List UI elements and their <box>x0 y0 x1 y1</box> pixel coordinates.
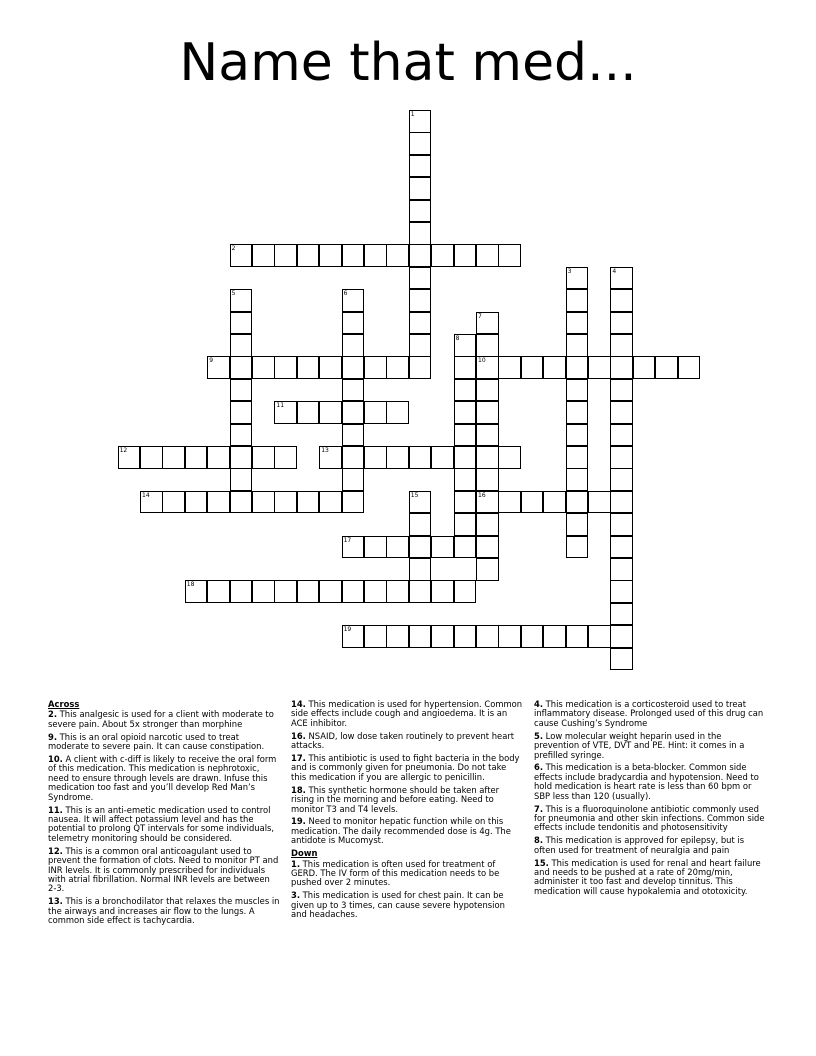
grid-cell[interactable] <box>342 491 365 514</box>
grid-cell[interactable] <box>409 110 432 133</box>
clues-column-3 <box>534 700 766 900</box>
grid-cell[interactable] <box>297 580 320 603</box>
clue-number-label: 18 <box>186 581 195 589</box>
across-clue-9 <box>48 733 280 752</box>
clue-number-label: 13 <box>321 447 329 454</box>
grid-cell[interactable] <box>409 222 432 245</box>
grid-cell[interactable] <box>543 491 566 514</box>
grid-cell[interactable] <box>409 625 432 648</box>
clue-text: This medication is used for chest pain. It can be given up to 3 times, can cause severe hypotension and headaches. <box>291 890 505 920</box>
clue-text: This is a bronchodilator that relaxes the muscles in the airways and increases air flow to the lungs. A common side effect is tachycardia. <box>48 896 280 926</box>
grid-cell[interactable] <box>566 513 589 536</box>
grid-cell[interactable] <box>364 446 387 469</box>
clue-number: 9. <box>48 731 58 742</box>
clue-number-label: 7 <box>478 312 482 320</box>
grid-cell[interactable] <box>207 446 230 469</box>
clue-text: A client with c-diff is likely to receive the oral form of this medication. This medication is nephrotoxic, need to ensure through levels are drawn. Infuse this medication too fast and you’ll develop Red Man’s Syndrome. <box>48 754 277 802</box>
clue-number: 3. <box>291 890 301 901</box>
clue-text: This analgesic is used for a client with moderate to severe pain. About 5x stronger than morphine <box>48 709 274 729</box>
clue-number-label: 17 <box>343 536 352 544</box>
clue-number-label: 15 <box>410 491 419 499</box>
across-clue-11 <box>48 806 280 844</box>
grid-cell[interactable] <box>566 625 589 648</box>
down-clue-3 <box>291 891 523 919</box>
grid-cell[interactable] <box>364 625 387 648</box>
clue-number: 1. <box>291 858 301 869</box>
grid-cell[interactable] <box>364 536 387 559</box>
grid-cell[interactable] <box>566 267 589 290</box>
grid-cell[interactable] <box>342 379 365 402</box>
clue-number-label: 12 <box>119 447 128 454</box>
clue-number-label: 10 <box>478 357 486 365</box>
clues-column-2 <box>291 700 523 923</box>
grid-cell[interactable] <box>566 491 589 514</box>
clue-text: This medication is a corticosteroid used to treat inflammatory disease. Prolonged used of this drug can cause Cushing’s Syndrome <box>534 699 764 728</box>
clue-number-label: 8 <box>455 335 460 342</box>
grid-cell[interactable] <box>162 446 185 469</box>
down-clue-4 <box>534 700 766 728</box>
grid-cell[interactable] <box>610 401 633 424</box>
grid-cell[interactable] <box>431 536 454 559</box>
across-heading: Across <box>48 699 80 709</box>
grid-cell[interactable] <box>476 625 499 648</box>
grid-cell[interactable] <box>140 491 163 514</box>
grid-cell[interactable] <box>274 356 297 379</box>
grid-cell[interactable] <box>476 401 499 424</box>
grid-cell[interactable] <box>476 446 499 469</box>
grid-cell[interactable] <box>566 379 589 402</box>
grid-cell[interactable] <box>566 312 589 335</box>
grid-cell[interactable] <box>678 356 701 379</box>
clue-number: 5. <box>534 730 544 741</box>
grid-cell[interactable] <box>342 356 365 379</box>
grid-cell[interactable] <box>342 334 365 357</box>
grid-cell[interactable] <box>476 424 499 447</box>
across-clue-18 <box>291 786 523 814</box>
grid-cell[interactable] <box>566 446 589 469</box>
clue-number: 8. <box>534 835 544 846</box>
grid-cell[interactable] <box>207 356 230 379</box>
grid-cell[interactable] <box>252 580 275 603</box>
grid-cell[interactable] <box>454 244 477 267</box>
grid-cell[interactable] <box>610 356 633 379</box>
grid-cell[interactable] <box>543 625 566 648</box>
grid-cell[interactable] <box>207 580 230 603</box>
grid-cell[interactable] <box>364 580 387 603</box>
grid-cell[interactable] <box>230 312 253 335</box>
grid-cell[interactable] <box>454 513 477 536</box>
clue-number-label: 9 <box>209 357 214 365</box>
clue-number: 10. <box>48 754 63 765</box>
grid-cell[interactable] <box>566 289 589 312</box>
grid-cell[interactable] <box>230 580 253 603</box>
grid-cell[interactable] <box>319 244 342 267</box>
grid-cell[interactable] <box>342 244 365 267</box>
grid-cell[interactable] <box>342 424 365 447</box>
clue-number: 6. <box>534 762 544 773</box>
grid-cell[interactable] <box>588 491 611 514</box>
grid-cell[interactable] <box>409 155 432 178</box>
grid-cell[interactable] <box>297 244 320 267</box>
grid-cell[interactable] <box>342 289 365 312</box>
grid-cell[interactable] <box>454 424 477 447</box>
grid-cell[interactable] <box>386 401 409 424</box>
grid-cell[interactable] <box>386 625 409 648</box>
grid-cell[interactable] <box>454 491 477 514</box>
down-heading: Down <box>291 848 318 859</box>
grid-cell[interactable] <box>409 513 432 536</box>
grid-cell[interactable] <box>409 491 432 514</box>
grid-cell[interactable] <box>610 558 633 581</box>
clue-number: 7. <box>534 803 544 814</box>
grid-cell[interactable] <box>566 424 589 447</box>
grid-cell[interactable] <box>342 536 365 559</box>
clue-number: 19. <box>291 816 306 827</box>
grid-cell[interactable] <box>409 267 432 290</box>
grid-cell[interactable] <box>610 491 633 514</box>
grid-cell[interactable] <box>252 356 275 379</box>
grid-cell[interactable] <box>342 580 365 603</box>
grid-cell[interactable] <box>454 446 477 469</box>
grid-cell[interactable] <box>409 580 432 603</box>
grid-cell[interactable] <box>610 580 633 603</box>
grid-cell[interactable] <box>610 513 633 536</box>
grid-cell[interactable] <box>230 334 253 357</box>
clue-text: Low molecular weight heparin used in the prevention of VTE, DVT and PE. Hint: it comes in a prefilled syringe. <box>534 730 745 760</box>
grid-cell[interactable] <box>409 356 432 379</box>
grid-cell[interactable] <box>230 289 253 312</box>
grid-cell[interactable] <box>185 446 208 469</box>
clue-text: This medication is approved for epilepsy, but is often used for treatment of neuralgia and pain <box>534 835 745 855</box>
clue-number-label: 2 <box>231 245 236 253</box>
clue-number: 4. <box>534 699 544 709</box>
down-clue-8 <box>534 836 766 855</box>
grid-cell[interactable] <box>230 424 253 447</box>
grid-cell[interactable] <box>566 468 589 491</box>
grid-cell[interactable] <box>454 580 477 603</box>
clue-number: 13. <box>48 896 63 907</box>
clue-number-label: 19 <box>343 626 352 634</box>
grid-cell[interactable] <box>386 536 409 559</box>
clue-number: 2. <box>48 709 58 720</box>
grid-cell[interactable] <box>319 446 342 469</box>
grid-cell[interactable] <box>230 491 253 514</box>
across-clue-16 <box>291 732 523 751</box>
grid-cell[interactable] <box>297 356 320 379</box>
grid-cell[interactable] <box>610 446 633 469</box>
grid-cell[interactable] <box>454 401 477 424</box>
clue-number: 18. <box>291 784 306 795</box>
grid-cell[interactable] <box>610 379 633 402</box>
grid-cell[interactable] <box>454 625 477 648</box>
across-clue-10 <box>48 755 280 802</box>
grid-cell[interactable] <box>610 312 633 335</box>
grid-cell[interactable] <box>230 446 253 469</box>
clue-number: 17. <box>291 753 306 764</box>
clue-number: 12. <box>48 845 63 856</box>
grid-cell[interactable] <box>342 312 365 335</box>
grid-cell[interactable] <box>140 446 163 469</box>
grid-cell[interactable] <box>655 356 678 379</box>
grid-cell[interactable] <box>431 580 454 603</box>
grid-cell[interactable] <box>431 446 454 469</box>
across-clue-17 <box>291 754 523 782</box>
grid-cell[interactable] <box>230 468 253 491</box>
grid-cell[interactable] <box>476 558 499 581</box>
grid-cell[interactable] <box>252 446 275 469</box>
grid-cell[interactable] <box>274 401 297 424</box>
grid-cell[interactable] <box>633 356 656 379</box>
grid-cell[interactable] <box>162 491 185 514</box>
grid-cell[interactable] <box>342 401 365 424</box>
clue-text: This antibiotic is used to fight bacteria in the body and is commonly given for pneumonia. Do not take this medication if you are allergic to penicillin. <box>291 753 520 782</box>
grid-cell[interactable] <box>476 491 499 514</box>
clue-number-label: 1 <box>410 111 415 118</box>
grid-cell[interactable] <box>498 625 521 648</box>
grid-cell[interactable] <box>521 356 544 379</box>
clue-number-label: 16 <box>478 491 486 499</box>
clue-number: 16. <box>291 730 306 741</box>
grid-cell[interactable] <box>409 132 432 155</box>
grid-cell[interactable] <box>185 580 208 603</box>
grid-cell[interactable] <box>364 401 387 424</box>
grid-cell[interactable] <box>476 356 499 379</box>
clue-text: Need to monitor hepatic function while on this medication. The daily recommended dose is 4g. The antidote is Mucomyst. <box>291 816 511 846</box>
grid-cell[interactable] <box>521 625 544 648</box>
clue-text: This medication is used for hypertension. Common side effects include cough and angioedema. It is an ACE inhibitor. <box>291 699 523 728</box>
grid-cell[interactable] <box>454 536 477 559</box>
grid-cell[interactable] <box>476 513 499 536</box>
clue-text: This is an oral opioid narcotic used to treat moderate to severe pain. It can cause constipation. <box>48 731 265 752</box>
clue-text: This medication is used for renal and heart failure and needs to be pushed at a rate of 20mg/min, administer it too fast and develop tinnitus. This medication will cause hypokalemia and ototoxicity. <box>534 857 761 896</box>
grid-cell[interactable] <box>274 580 297 603</box>
grid-cell[interactable] <box>454 379 477 402</box>
grid-cell[interactable] <box>409 177 432 200</box>
grid-cell[interactable] <box>610 648 633 671</box>
grid-cell[interactable] <box>498 491 521 514</box>
grid-cell[interactable] <box>409 312 432 335</box>
grid-cell[interactable] <box>409 200 432 223</box>
grid-cell[interactable] <box>342 468 365 491</box>
grid-cell[interactable] <box>274 446 297 469</box>
grid-cell[interactable] <box>230 244 253 267</box>
clue-text: This medication is a beta-blocker. Common side effects include bradycardia and hypotension. Need to hold medication is heart rate is less than 60 bpm or SBP less than 120 (usually). <box>534 762 759 801</box>
grid-cell[interactable] <box>566 536 589 559</box>
grid-cell[interactable] <box>476 334 499 357</box>
grid-cell[interactable] <box>588 356 611 379</box>
clues-column-1 <box>48 700 280 929</box>
down-clue-6 <box>534 763 766 801</box>
grid-cell[interactable] <box>409 558 432 581</box>
grid-cell[interactable] <box>498 446 521 469</box>
clue-text: This medication is often used for treatment of GERD. The IV form of this medication needs to be pushed over 2 minutes. <box>291 858 500 888</box>
across-clue-19 <box>291 817 523 845</box>
clue-number-label: 14 <box>142 491 150 499</box>
grid-cell[interactable] <box>364 244 387 267</box>
clue-number: 11. <box>48 804 63 815</box>
down-clue-5 <box>534 732 766 760</box>
grid-cell[interactable] <box>431 244 454 267</box>
grid-cell[interactable] <box>319 580 342 603</box>
grid-cell[interactable] <box>610 603 633 626</box>
grid-cell[interactable] <box>610 267 633 290</box>
grid-cell[interactable] <box>409 536 432 559</box>
grid-cell[interactable] <box>274 244 297 267</box>
grid-cell[interactable] <box>476 244 499 267</box>
grid-cell[interactable] <box>409 446 432 469</box>
across-clue-12 <box>48 847 280 894</box>
grid-cell[interactable] <box>610 289 633 312</box>
grid-cell[interactable] <box>297 401 320 424</box>
grid-cell[interactable] <box>185 491 208 514</box>
clue-number: 14. <box>291 699 306 709</box>
clue-text: This is a common oral anticoagulant used to prevent the formation of clots. Need to monitor PT and INR levels. It is commonly prescribed for individuals with atrial fibrillation. Normal INR levels are between 2-3. <box>48 845 279 894</box>
grid-cell[interactable] <box>252 244 275 267</box>
clue-number-label: 5 <box>231 290 236 298</box>
clue-number-label: 11 <box>276 402 285 410</box>
across-clue-13 <box>48 897 280 925</box>
grid-cell[interactable] <box>364 356 387 379</box>
grid-cell[interactable] <box>230 379 253 402</box>
grid-cell[interactable] <box>454 334 477 357</box>
across-clue-2 <box>48 710 280 729</box>
grid-cell[interactable] <box>454 356 477 379</box>
grid-cell[interactable] <box>207 491 230 514</box>
grid-cell[interactable] <box>319 356 342 379</box>
grid-cell[interactable] <box>319 491 342 514</box>
grid-cell[interactable] <box>230 356 253 379</box>
grid-cell[interactable] <box>610 424 633 447</box>
grid-cell[interactable] <box>566 356 589 379</box>
grid-cell[interactable] <box>498 244 521 267</box>
grid-cell[interactable] <box>588 625 611 648</box>
grid-cell[interactable] <box>319 401 342 424</box>
across-clue-14 <box>291 700 523 728</box>
grid-cell[interactable] <box>409 334 432 357</box>
grid-cell[interactable] <box>498 356 521 379</box>
clue-text: NSAID, low dose taken routinely to prevent heart attacks. <box>291 730 515 751</box>
grid-cell[interactable] <box>476 312 499 335</box>
grid-cell[interactable] <box>409 244 432 267</box>
grid-cell[interactable] <box>454 468 477 491</box>
grid-cell[interactable] <box>566 401 589 424</box>
grid-cell[interactable] <box>274 491 297 514</box>
grid-cell[interactable] <box>543 356 566 379</box>
page-title: Name that med... <box>179 33 637 93</box>
grid-cell[interactable] <box>386 580 409 603</box>
down-clue-7 <box>534 805 766 833</box>
grid-cell[interactable] <box>252 491 275 514</box>
grid-cell[interactable] <box>342 625 365 648</box>
grid-cell[interactable] <box>566 334 589 357</box>
clue-text: This is a fluoroquinolone antibiotic commonly used for pneumonia and other skin infections. Common side effects include tendonitis and photosensitivity <box>534 803 765 833</box>
grid-cell[interactable] <box>297 491 320 514</box>
grid-cell[interactable] <box>476 468 499 491</box>
grid-cell[interactable] <box>476 536 499 559</box>
grid-cell[interactable] <box>230 401 253 424</box>
grid-cell[interactable] <box>342 446 365 469</box>
clue-number: 15. <box>534 857 549 868</box>
grid-cell[interactable] <box>118 446 141 469</box>
clue-text: This is an anti-emetic medication used to control nausea. It will affect potassium level and has the potential to prolong QT intervals for some individuals, telemetry monitoring should be considered. <box>48 804 275 843</box>
clue-number-label: 3 <box>567 267 572 275</box>
down-clue-15 <box>534 859 766 897</box>
clue-number-label: 6 <box>343 290 348 298</box>
grid-cell[interactable] <box>610 625 633 648</box>
grid-cell[interactable] <box>431 625 454 648</box>
clue-number-label: 4 <box>612 267 617 275</box>
grid-cell[interactable] <box>386 244 409 267</box>
grid-cell[interactable] <box>610 334 633 357</box>
grid-cell[interactable] <box>521 491 544 514</box>
grid-cell[interactable] <box>386 446 409 469</box>
grid-cell[interactable] <box>476 379 499 402</box>
grid-cell[interactable] <box>610 468 633 491</box>
grid-cell[interactable] <box>409 289 432 312</box>
grid-cell[interactable] <box>386 356 409 379</box>
grid-cell[interactable] <box>610 536 633 559</box>
clue-text: This synthetic hormone should be taken after rising in the morning and before eating. Need to monitor T3 and T4 levels. <box>291 784 500 814</box>
down-clue-1 <box>291 860 523 888</box>
